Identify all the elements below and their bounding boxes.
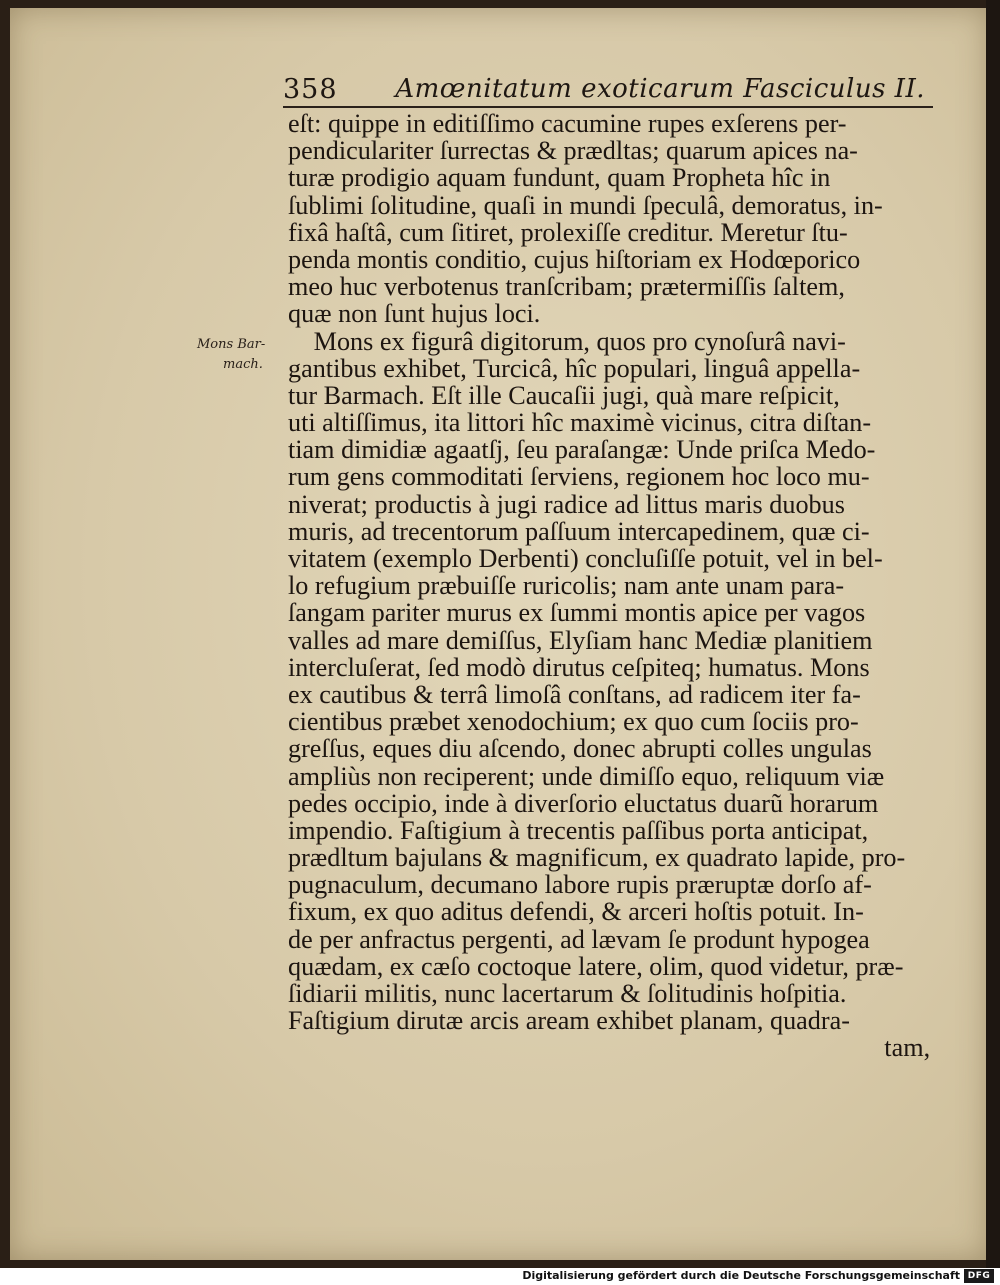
text-line: impendio. Faſtigium à trecentis paſſibus porta anticipat, bbox=[288, 814, 869, 845]
text-line: fixâ haſtâ, cum ſitiret, prolexiſſe creditur. Meretur ſtu- bbox=[288, 216, 848, 247]
text-line: intercluſerat, ſed modò dirutus ceſpiteq; humatus. Mons bbox=[288, 651, 870, 682]
text-line: pedes occipio, inde à diverſorio eluctatus duarũ horarum bbox=[288, 787, 879, 818]
text-line: ſublimi ſolitudine, quaſi in mundi ſpeculâ, demoratus, in- bbox=[288, 189, 883, 220]
catchword: tam, bbox=[884, 1032, 931, 1063]
funding-credit: Digitalisierung gefördert durch die Deutsche Forschungsgemeinschaft bbox=[522, 1269, 960, 1282]
text-line: valles ad mare demiſſus, Elyſiam hanc Mediæ planitiem bbox=[288, 624, 873, 655]
text-line: pendiculariter ſurrectas & prædltas; quarum apices na- bbox=[288, 135, 858, 166]
page-header bbox=[283, 70, 935, 108]
text-line: Faſtigium dirutæ arcis aream exhibet planam, quadra- bbox=[288, 1005, 850, 1036]
text-line: tur Barmach. Eſt ille Caucaſii jugi, quà mare reſpicit, bbox=[288, 379, 840, 410]
text-line: gantibus exhibet, Turcicâ, hîc populari, linguâ appella- bbox=[288, 352, 861, 383]
text-line: eſt: quippe in editiſſimo cacumine rupes exſerens per- bbox=[288, 108, 847, 138]
text-line: quædam, ex cæſo coctoque latere, olim, quod videtur, præ- bbox=[288, 950, 904, 981]
text-line: de per anfractus pergenti, ad lævam ſe produnt hypogea bbox=[288, 923, 870, 954]
text-line: niverat; productis à jugi radice ad littus maris duobus bbox=[288, 488, 845, 519]
text-line: turæ prodigio aquam fundunt, quam Propheta hîc in bbox=[288, 162, 831, 193]
margin-note bbox=[197, 335, 277, 375]
body-text bbox=[288, 110, 948, 1062]
text-line: pugnaculum, decumano labore rupis præruptæ dorſo af- bbox=[288, 869, 872, 900]
text-line: quæ non ſunt hujus loci. bbox=[288, 298, 541, 329]
text-line: uti altiſſimus, ita littori hîc maximè vicinus, citra diſtan- bbox=[288, 407, 872, 438]
text-line: prædltum bajulans & magnificum, ex quadrato lapide, pro- bbox=[288, 842, 906, 873]
text-line: penda montis conditio, cujus hiſtoriam ex Hodœporico bbox=[288, 243, 861, 274]
text-line: lo refugium præbuiſſe ruricolis; nam ante unam para- bbox=[288, 570, 845, 601]
text-line: greſſus, eques diu aſcendo, donec abrupti colles ungulas bbox=[288, 733, 872, 764]
text-line: fixum, ex quo aditus defendi, & arceri hoſtis potuit. In- bbox=[288, 896, 864, 927]
dfg-logo-icon: DFG bbox=[964, 1269, 994, 1283]
page-number: 358 bbox=[283, 74, 338, 105]
text-line: rum gens commoditati ſerviens, regionem hoc loco mu- bbox=[288, 461, 870, 492]
text-line: cientibus præbet xenodochium; ex quo cum ſociis pro- bbox=[288, 706, 859, 737]
text-line: muris, ad trecentorum paſſuum intercapedinem, quæ ci- bbox=[288, 515, 870, 546]
margin-note-line: mach. bbox=[223, 357, 263, 372]
text-line: ſidiarii militis, nunc lacertarum & ſolitudinis hoſpitia. bbox=[288, 978, 847, 1008]
paragraph-start-line: Mons ex figurâ digitorum, quos pro cynoſurâ navi- bbox=[313, 325, 846, 356]
digitization-footer bbox=[0, 1268, 1000, 1285]
text-line: ſangam pariter murus ex ſummi montis apice per vagos bbox=[288, 597, 866, 628]
text-line: ampliùs non reciperent; unde dimiſſo equo, reliquum viæ bbox=[288, 760, 885, 791]
running-title: Amœnitatum exoticarum Fasciculus II. bbox=[395, 74, 925, 104]
margin-note-line: Mons Bar- bbox=[197, 337, 266, 352]
text-line: vitatem (exemplo Derbenti) concluſiſſe potuit, vel in bel- bbox=[288, 543, 883, 573]
book-edge bbox=[986, 0, 1000, 1268]
text-line: ex cautibus & terrâ limoſâ conſtans, ad radicem iter fa- bbox=[288, 678, 861, 709]
text-line: meo huc verbotenus tranſcribam; prætermiſſis ſaltem, bbox=[288, 271, 845, 302]
text-line: tiam dimidiæ agaatſj, ſeu paraſangæ: Unde priſca Medo- bbox=[288, 434, 876, 465]
